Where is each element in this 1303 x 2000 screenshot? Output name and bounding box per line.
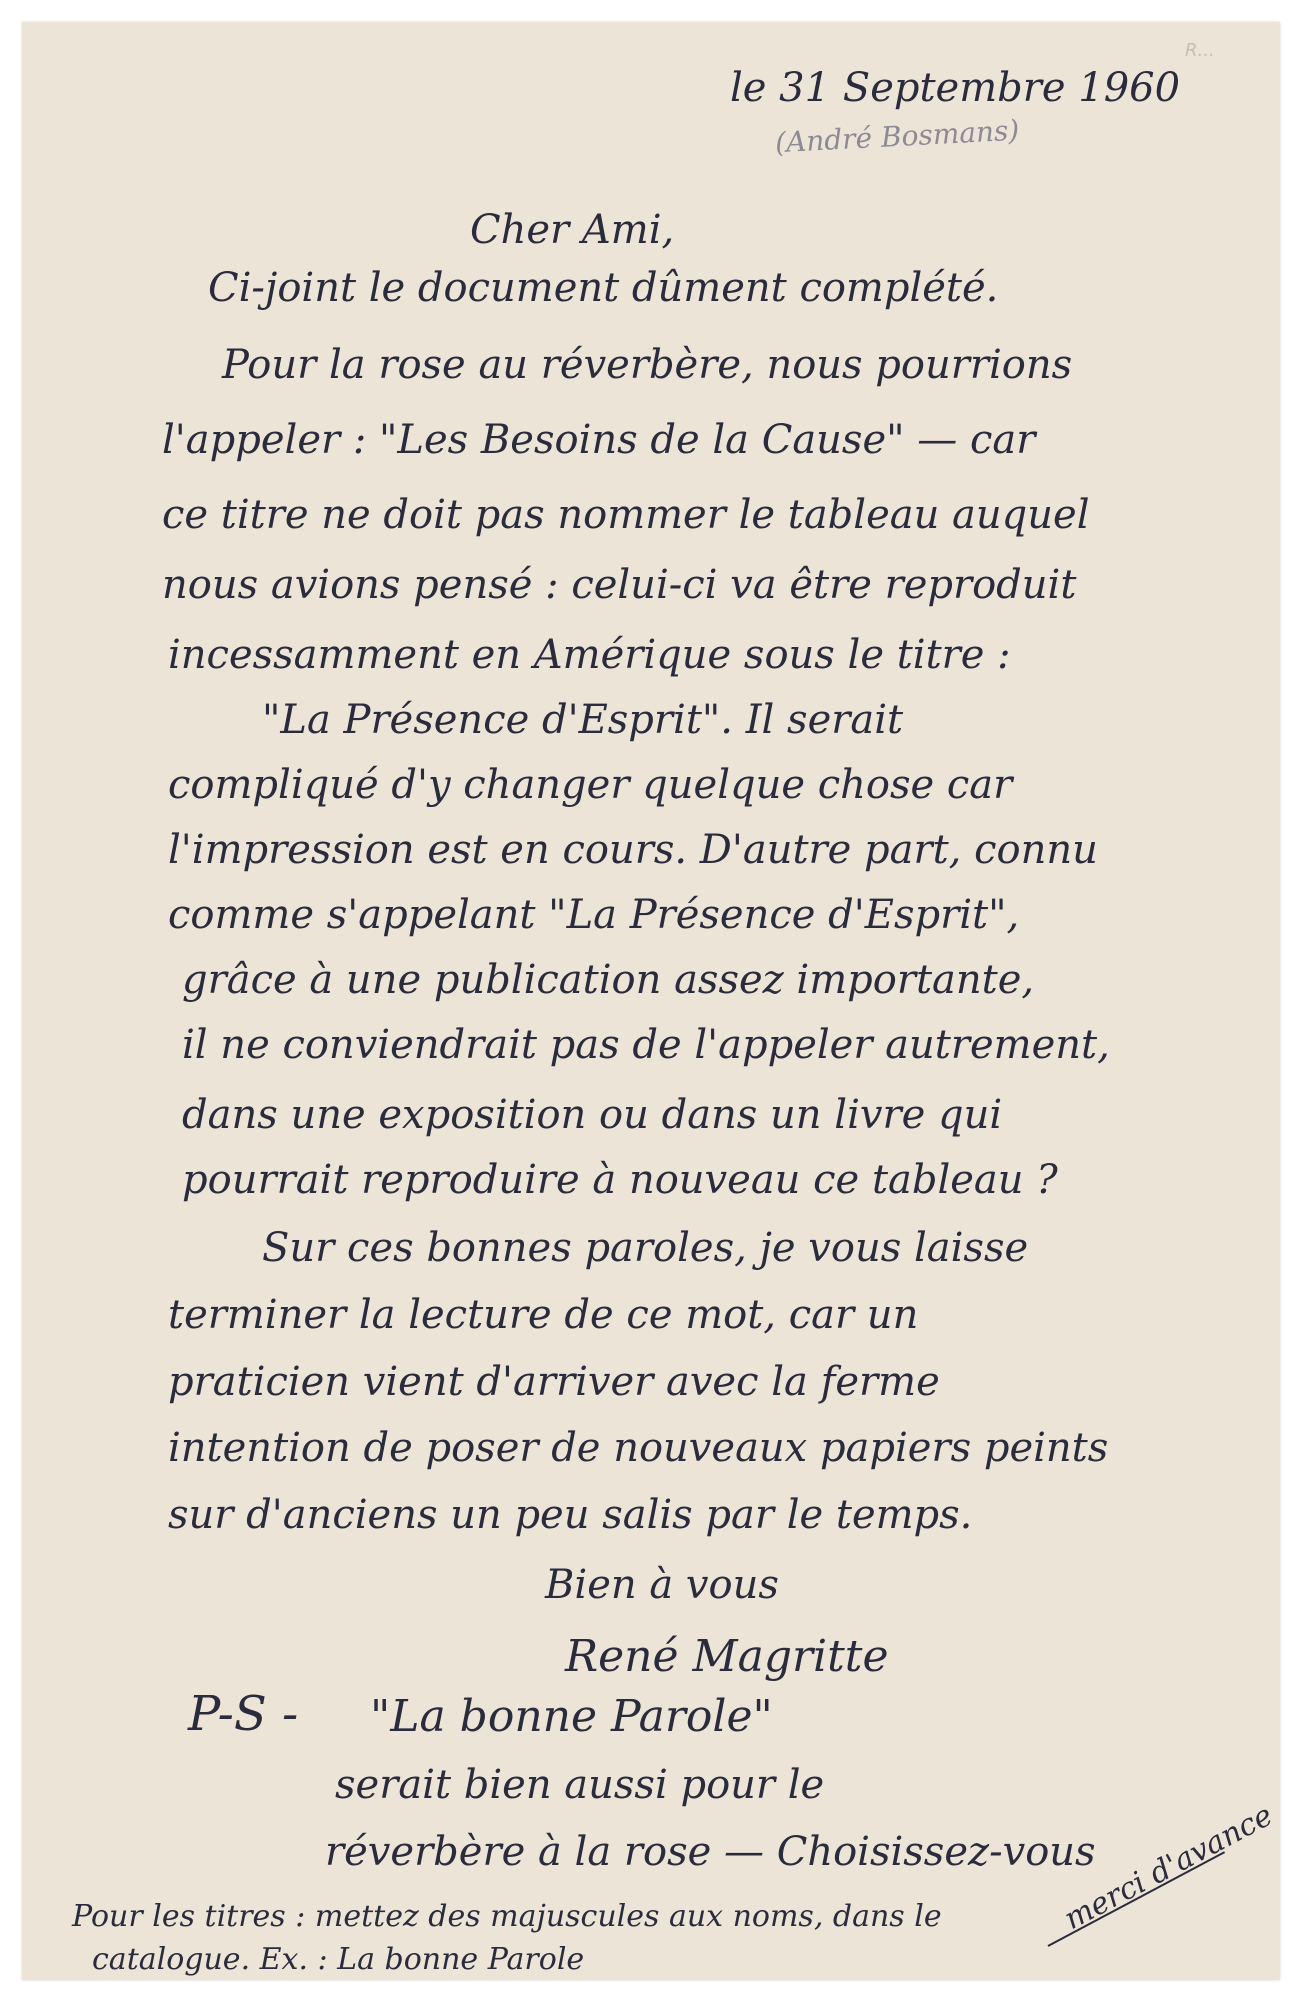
body-line: "La Présence d'Esprit". Il serait <box>262 697 904 743</box>
body-line: l'appeler : "Les Besoins de la Cause" — car <box>162 417 1036 463</box>
postscript-label: P-S - <box>188 1686 299 1742</box>
body-line: Sur ces bonnes paroles, je vous laisse <box>262 1225 1029 1271</box>
margin-note-line: catalogue. Ex. : La bonne Parole <box>92 1942 585 1977</box>
body-line: sur d'anciens un peu salis par le temps. <box>168 1492 973 1538</box>
body-line: praticien vient d'arriver avec la ferme <box>168 1359 940 1405</box>
body-line: grâce à une publication assez importante, <box>182 957 1035 1003</box>
postscript-line: serait bien aussi pour le <box>335 1762 825 1808</box>
pencil-annotation: (André Bosmans) <box>774 113 1021 160</box>
postscript-line: "La bonne Parole" <box>370 1691 773 1742</box>
postscript-line: réverbère à la rose — Choisissez-vous <box>325 1829 1096 1875</box>
body-line: ce titre ne doit pas nommer le tableau auquel <box>162 492 1090 538</box>
body-line: Pour la rose au réverbère, nous pourrions <box>222 342 1073 388</box>
body-line: l'impression est en cours. D'autre part, connu <box>168 827 1098 873</box>
body-line: nous avions pensé : celui-ci va être reproduit <box>162 562 1077 608</box>
signature: René Magritte <box>565 1631 889 1682</box>
body-line: compliqué d'y changer quelque chose car <box>168 762 1013 808</box>
margin-note-line: Pour les titres : mettez des majuscules aux noms, dans le <box>72 1899 942 1934</box>
salutation: Cher Ami, <box>470 207 675 253</box>
body-line: Ci-joint le document dûment complété. <box>208 265 999 311</box>
body-line: il ne conviendrait pas de l'appeler autrement, <box>182 1022 1110 1068</box>
corner-pencil-mark: R... <box>1185 40 1215 61</box>
body-line: incessamment en Amérique sous le titre : <box>168 632 1011 678</box>
body-line: comme s'appelant "La Présence d'Esprit", <box>168 892 1020 938</box>
body-line: intention de poser de nouveaux papiers peints <box>168 1425 1109 1471</box>
letter-date: le 31 Septembre 1960 <box>730 65 1181 111</box>
body-line: terminer la lecture de ce mot, car un <box>168 1292 919 1338</box>
body-line: pourrait reproduire à nouveau ce tableau ? <box>182 1157 1058 1203</box>
body-line: dans une exposition ou dans un livre qui <box>182 1092 1003 1138</box>
merci-note: merci d'avance <box>1058 1797 1279 1937</box>
closing: Bien à vous <box>545 1562 779 1608</box>
